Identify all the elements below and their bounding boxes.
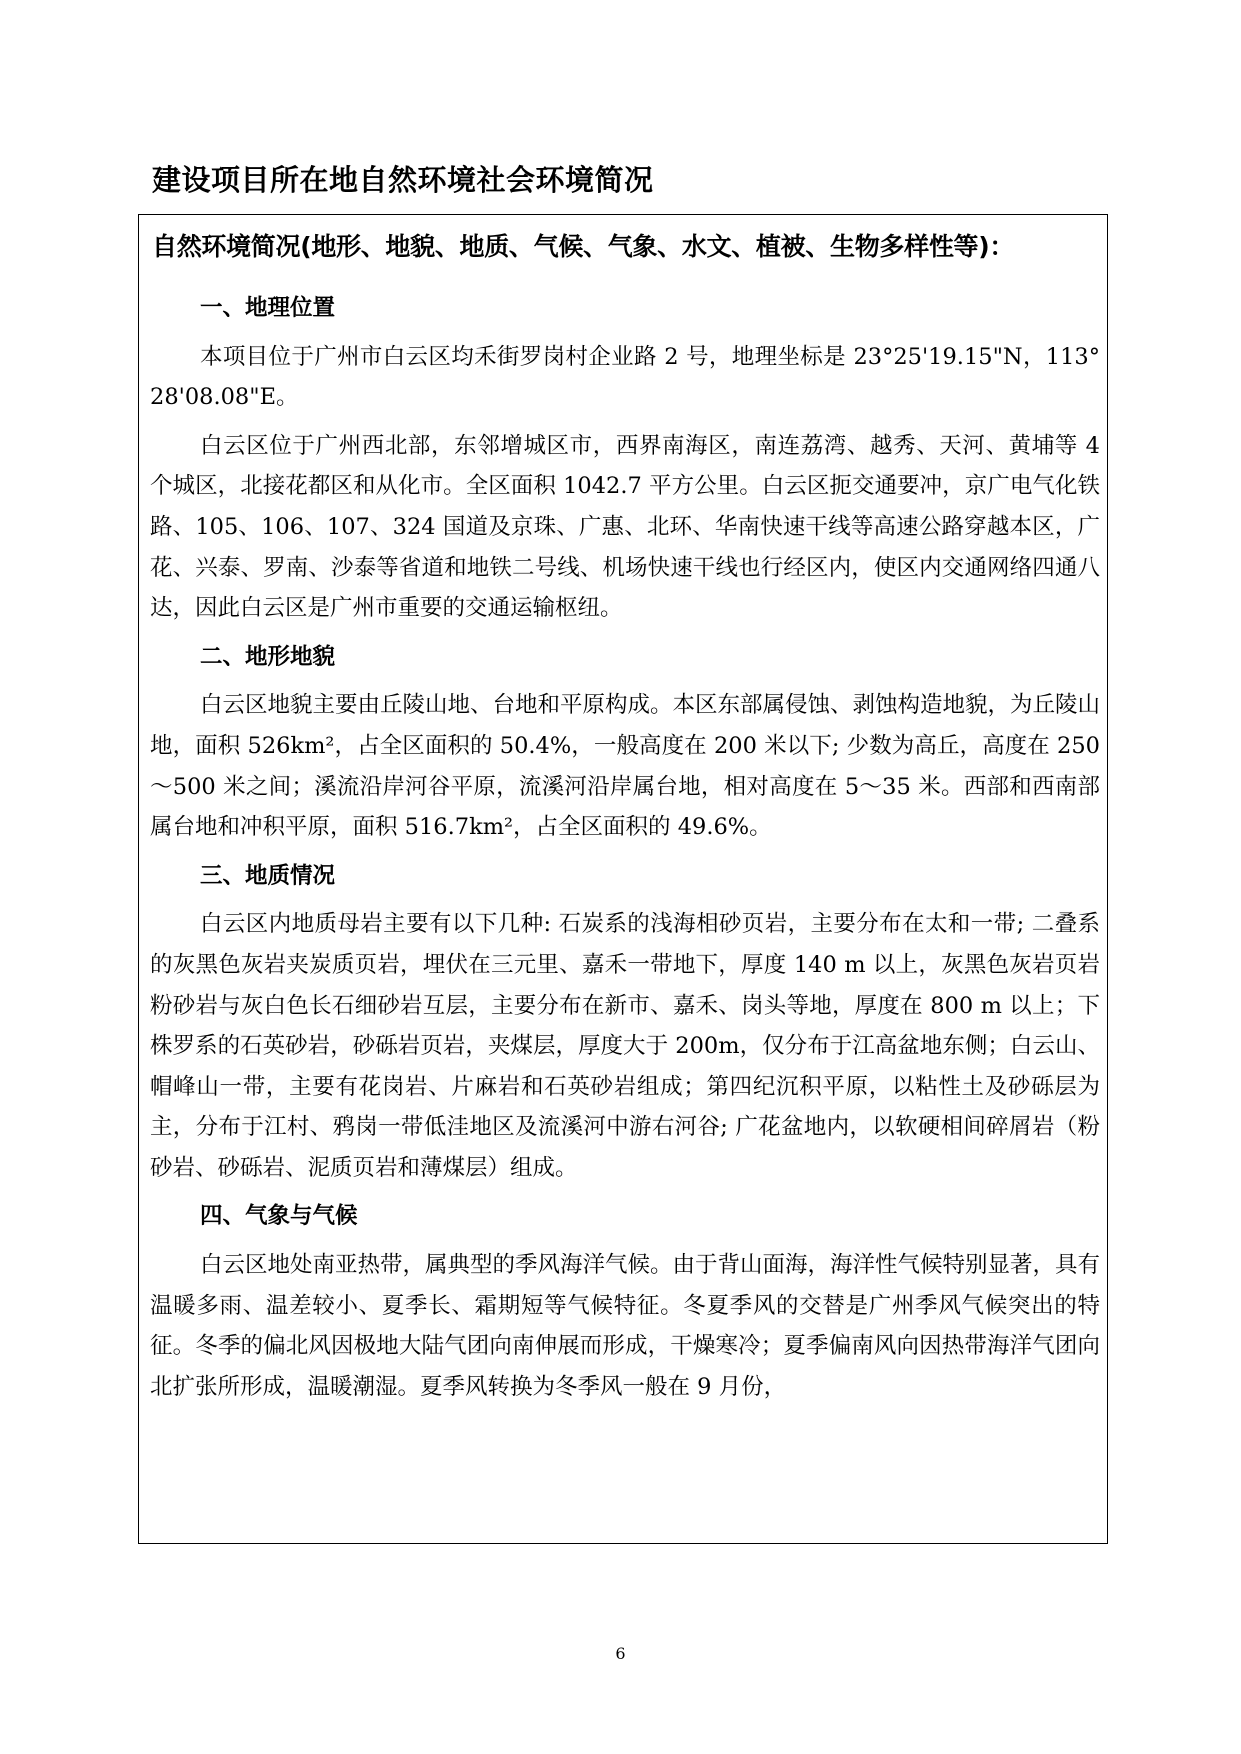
section-title-location: 一、地理位置 [200,295,336,321]
paragraph-landform: 白云区地貌主要由丘陵山地、台地和平原构成。本区东部属侵蚀、剥蚀构造地貌，为丘陵山地，面积 526km²，占全区面积的 50.4%，一般高度在 200 米以下; 少数为高丘，高度在 250～500 米之间；溪流沿岸河谷平原，流溪河沿岸属台地，相对高度在 5～35 米。西部和西南部属台地和冲积平原，面积 516.7km²，占全区面积的 49.6%。 [150,692,1101,841]
box-title: 自然环境简况(地形、地貌、地质、气候、气象、水文、植被、生物多样性等)： [152,232,1015,261]
paragraph-location-coordinates: 本项目位于广州市白云区均禾街罗岗村企业路 2 号，地理坐标是 23°25'19.15"N，113°28'08.08"E。 [150,343,1100,411]
paragraph-location-baiyun: 白云区位于广州西北部，东邻增城区市，西界南海区，南连荔湾、越秀、天河、黄埔等 4 个城区，北接花都区和从化市。全区面积 1042.7 平方公里。白云区扼交通要冲，京广电气化铁路、105、106、107、324 国道及京珠、广惠、北环、华南快速干线等高速公路穿越本区，广花、兴泰、罗南、沙泰等省道和地铁二号线、机场快速干线也行经区内，使区内交通网络四通八达，因此白云区是广州市重要的交通运输枢纽。 [150,432,1100,622]
section-title-geology: 三、地质情况 [200,862,336,889]
page-heading: 建设项目所在地自然环境社会环境简况 [152,163,654,197]
page-number: 6 [615,1644,626,1663]
paragraph-climate: 白云区地处南亚热带，属典型的季风海洋气候。由于背山面海，海洋性气候特别显著，具有温暖多雨、温差较小、夏季长、霜期短等气候特征。冬夏季风的交替是广州季风气候突出的特征。冬季的偏北风因极地大陆气团向南伸展而形成，干燥寒冷；夏季偏南风向因热带海洋气团向北扩张所形成，温暖潮湿。夏季风转换为冬季风一般在 9 月份， [150,1252,1101,1400]
paragraph-geology: 白云区内地质母岩主要有以下几种: 石炭系的浅海相砂页岩，主要分布在太和一带; 二叠系的灰黑色灰岩夹炭质页岩，埋伏在三元里、嘉禾一带地下，厚度 140 m 以上，灰黑色灰岩页岩粉砂岩与灰白色长石细砂岩互层，主要分布在新市、嘉禾、岗头等地，厚度在 800 m 以上；下株罗系的石英砂岩，砂砾岩页岩，夹煤层，厚度大于 200m，仅分布于江高盆地东侧；白云山、帽峰山一带，主要有花岗岩、片麻岩和石英砂岩组成；第四纪沉积平原，以粘性土及砂砾层为主，分布于江村、鸦岗一带低洼地区及流溪河中游右河谷; 广花盆地内，以软硬相间碎屑岩（粉砂岩、砂砾岩、泥质页岩和薄煤层）组成。 [150,911,1100,1181]
document-body [150,288,1100,1415]
content-frame [138,214,1108,1544]
section-title-landform: 二、地形地貌 [200,643,336,670]
section-title-climate: 四、气象与气候 [200,1203,358,1230]
